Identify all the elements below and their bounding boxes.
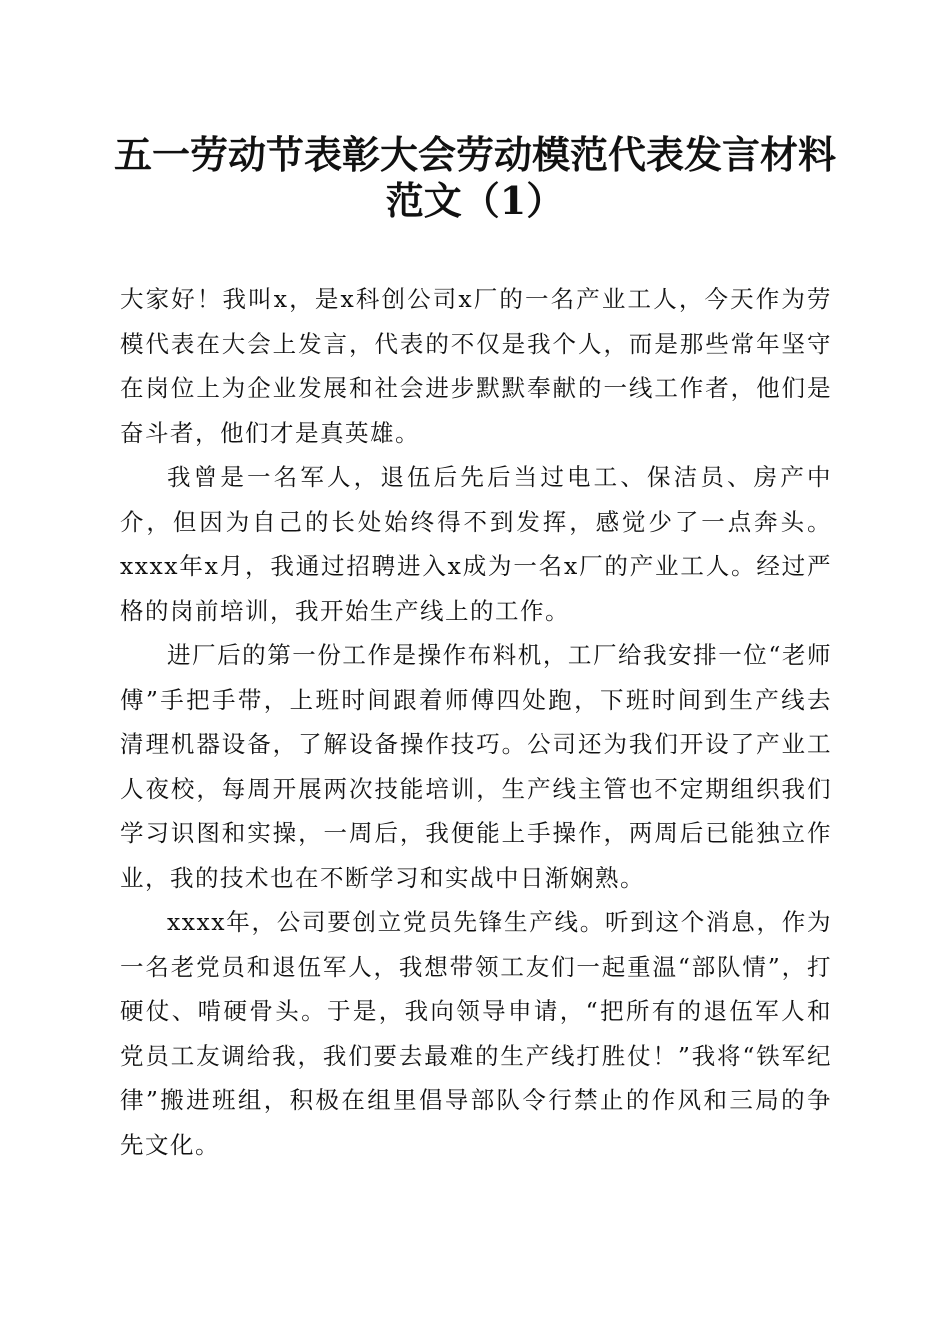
document-title: 五一劳动节表彰大会劳动模范代表发言材料范文（1） (113, 132, 836, 223)
paragraph-1: 大家好！我叫x，是x科创公司x厂的一名产业工人，今天作为劳模代表在大会上发言，代表的不仅是我个人，而是那些常年坚守在岗位上为企业发展和社会进步默默奉献的一线工作者，他们是奋斗者，他们才是真英雄。 (120, 285, 832, 447)
paragraph-3: 进厂后的第一份工作是操作布料机，工厂给我安排一位“老师傅”手把手带，上班时间跟着师傅四处跑，下班时间到生产线去清理机器设备，了解设备操作技巧。公司还为我们开设了产业工人夜校，每周开展两次技能培训，生产线主管也不定期组织我们学习识图和实操，一周后，我便能上手操作，两周后已能独立作业，我的技术也在不断学习和实战中日渐娴熟。 (120, 641, 832, 892)
paragraph-2: 我曾是一名军人，退伍后先后当过电工、保洁员、房产中介，但因为自己的长处始终得不到发挥，感觉少了一点奔头。xxxx年x月，我通过招聘进入x成为一名x厂的产业工人。经过严格的岗前培训，我开始生产线上的工作。 (120, 463, 832, 625)
paragraph-4: xxxx年，公司要创立党员先锋生产线。听到这个消息，作为一名老党员和退伍军人，我想带领工友们一起重温“部队情”，打硬仗、啃硬骨头。于是，我向领导申请，“把所有的退伍军人和党员工友调给我，我们要去最难的生产线打胜仗！”我将“铁军纪律”搬进班组，积极在组里倡导部队令行禁止的作风和三局的争先文化。 (120, 908, 832, 1159)
document-body (120, 277, 832, 1167)
